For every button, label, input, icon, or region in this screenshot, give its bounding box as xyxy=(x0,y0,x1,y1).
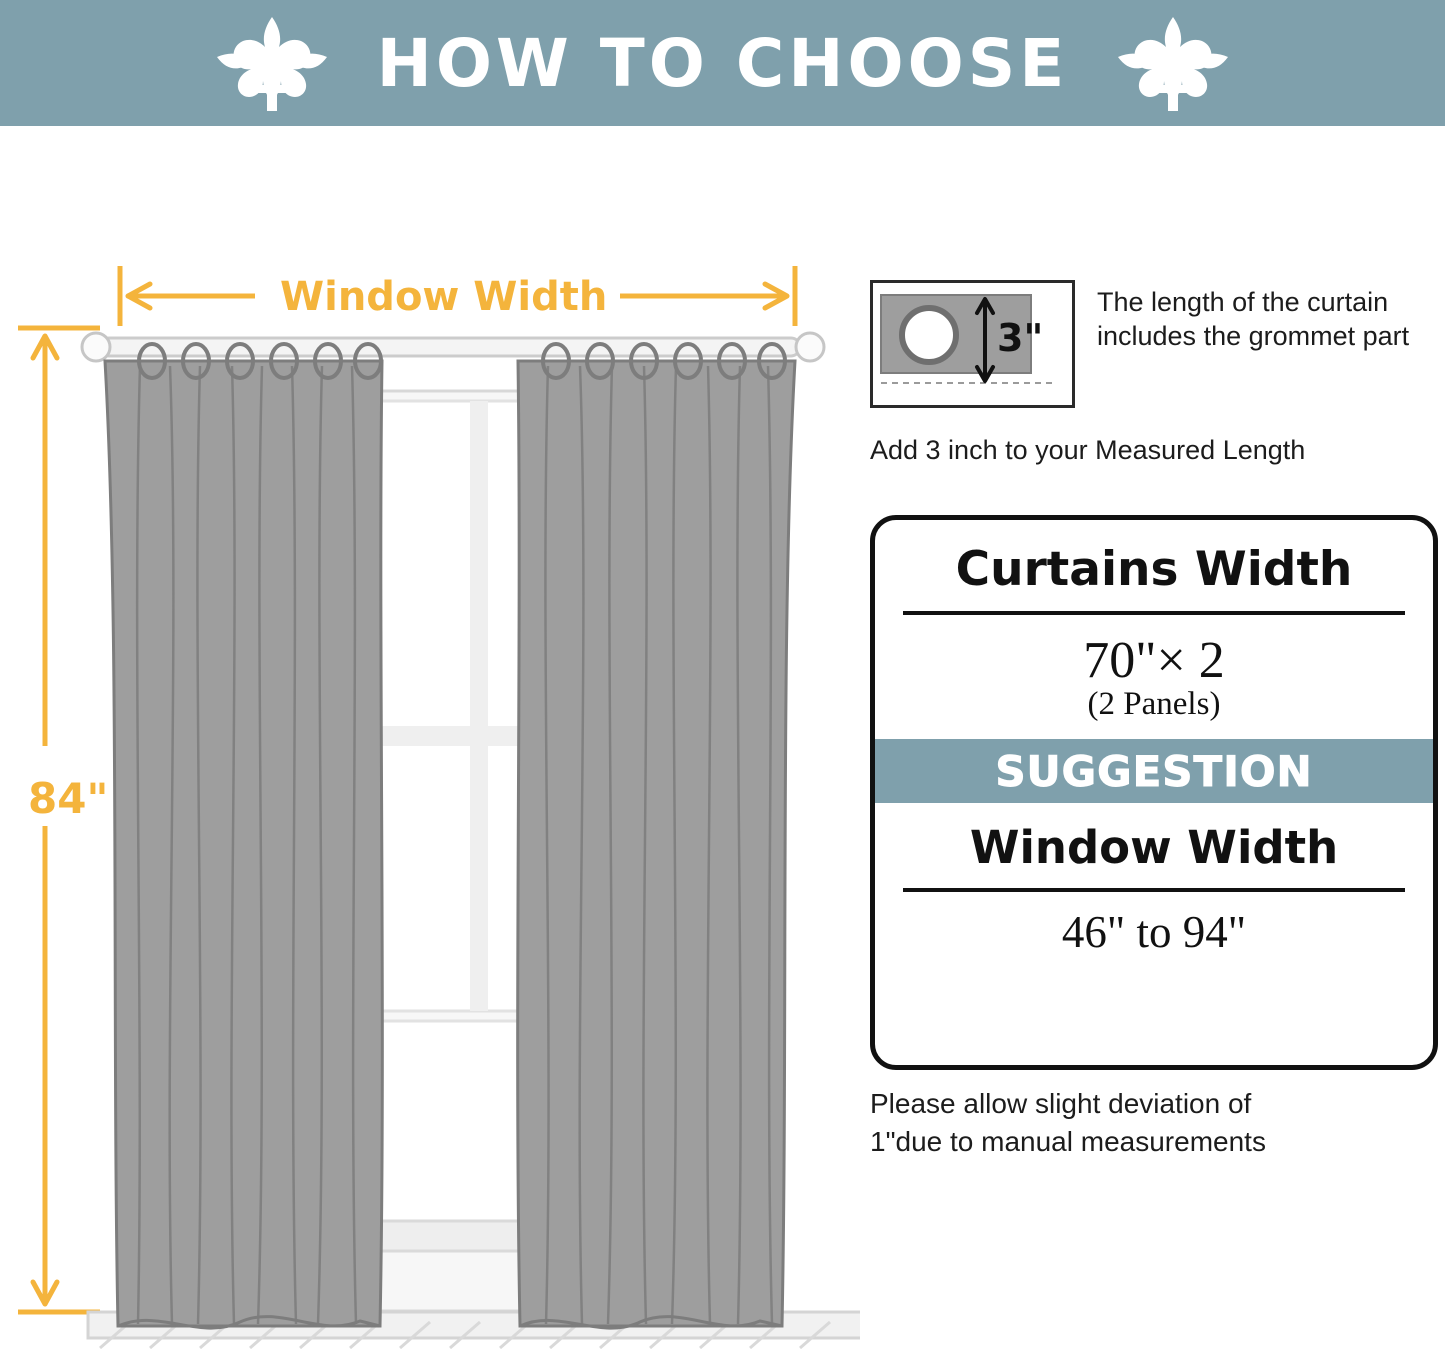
window-width-heading: Window Width xyxy=(969,821,1339,874)
add-length-note: Add 3 inch to your Measured Length xyxy=(870,435,1306,465)
curtain-height-label: 84" xyxy=(28,774,109,823)
grommet-diagram-svg xyxy=(873,283,1072,405)
grommet-diagram xyxy=(870,280,1075,408)
curtain-rod xyxy=(82,333,824,361)
curtain-illustration xyxy=(0,126,860,1353)
fleur-de-lis-icon xyxy=(1108,13,1238,113)
grommet-note: The length of the curtain includes the grommet part xyxy=(1097,287,1410,351)
curtain-width-value: 70"× 2 xyxy=(1083,632,1225,689)
suggestion-label: SUGGESTION xyxy=(995,746,1313,796)
curtain-panel-left xyxy=(105,344,382,1328)
deviation-note xyxy=(870,1085,1440,1161)
card-divider-2 xyxy=(903,888,1405,892)
grommet-measure-text: 3" xyxy=(997,316,1044,360)
suggestion-card xyxy=(870,515,1438,1070)
suggestion-band xyxy=(875,739,1433,803)
card-title: Curtains Width xyxy=(955,542,1353,597)
page-title: HOW TO CHOOSE xyxy=(376,24,1069,102)
grommet-detail-row xyxy=(862,150,1437,360)
fleur-de-lis-icon xyxy=(207,13,337,113)
right-info-column xyxy=(862,150,1437,1157)
deviation-line-2: 1"due to manual measurements xyxy=(870,1125,1266,1157)
panel-count: (2 Panels) xyxy=(1087,686,1221,722)
deviation-line-1: Please allow slight deviation of xyxy=(870,1088,1252,1119)
window-width-range: 46" to 94" xyxy=(1061,907,1247,957)
header-banner xyxy=(0,0,1445,126)
window-width-label: Window Width xyxy=(280,274,608,320)
curtain-panel-right xyxy=(518,344,795,1328)
card-divider xyxy=(903,611,1405,615)
